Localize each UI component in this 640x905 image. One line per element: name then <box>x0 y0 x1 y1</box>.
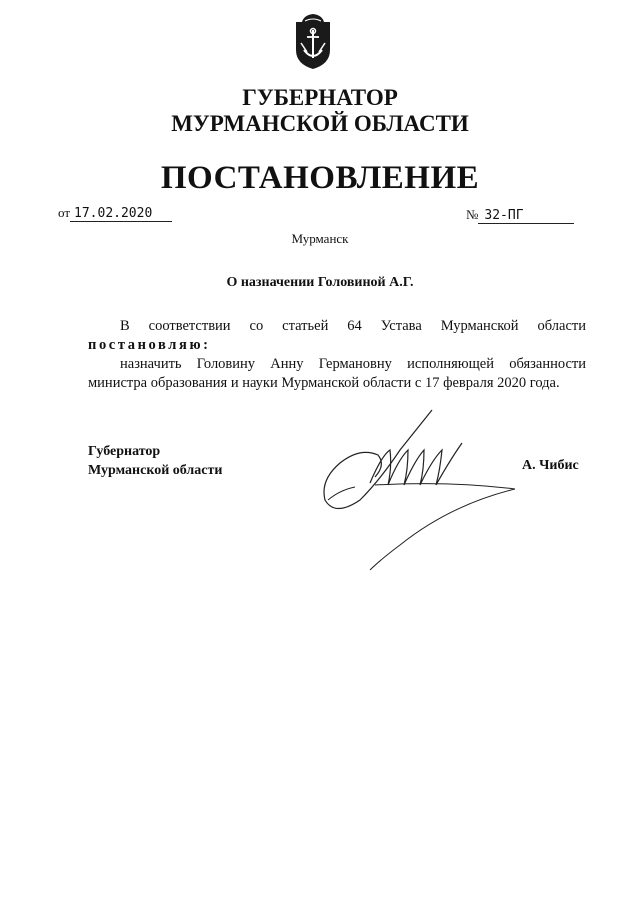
document-date <box>58 205 172 222</box>
date-value: 17.02.2020 <box>70 206 172 222</box>
number-prefix: № <box>466 207 479 222</box>
body-paragraph-2: назначить Головину Анну Германовну исполняющей обязанности министра образования и науки Мурманской области с 17 февраля 2020 года. <box>88 356 586 391</box>
body-paragraph-1: В соответствии со статьей 64 Устава Мурманской области <box>120 318 586 334</box>
handwritten-signature <box>300 405 540 575</box>
resolution-word: постановляю: <box>88 337 211 353</box>
document-body <box>88 317 586 393</box>
document-type-title: ПОСТАНОВЛЕНИЕ <box>160 160 480 196</box>
signatory-title <box>88 442 222 480</box>
city-name: Мурманск <box>291 231 349 246</box>
signatory-title-line2: Мурманской области <box>88 463 223 478</box>
murmansk-coat-of-arms-icon <box>290 12 336 70</box>
number-value: 32-ПГ <box>478 208 574 224</box>
signatory-name: А. Чибис <box>522 458 579 473</box>
authority-title-line2: МУРМАНСКОЙ ОБЛАСТИ <box>171 111 469 136</box>
document-number <box>466 207 574 224</box>
date-prefix: от <box>58 205 71 220</box>
document-subject: О назначении Головиной А.Г. <box>226 275 414 290</box>
authority-title-line1: ГУБЕРНАТОР <box>242 85 398 110</box>
signatory-title-line1: Губернатор <box>88 444 161 459</box>
